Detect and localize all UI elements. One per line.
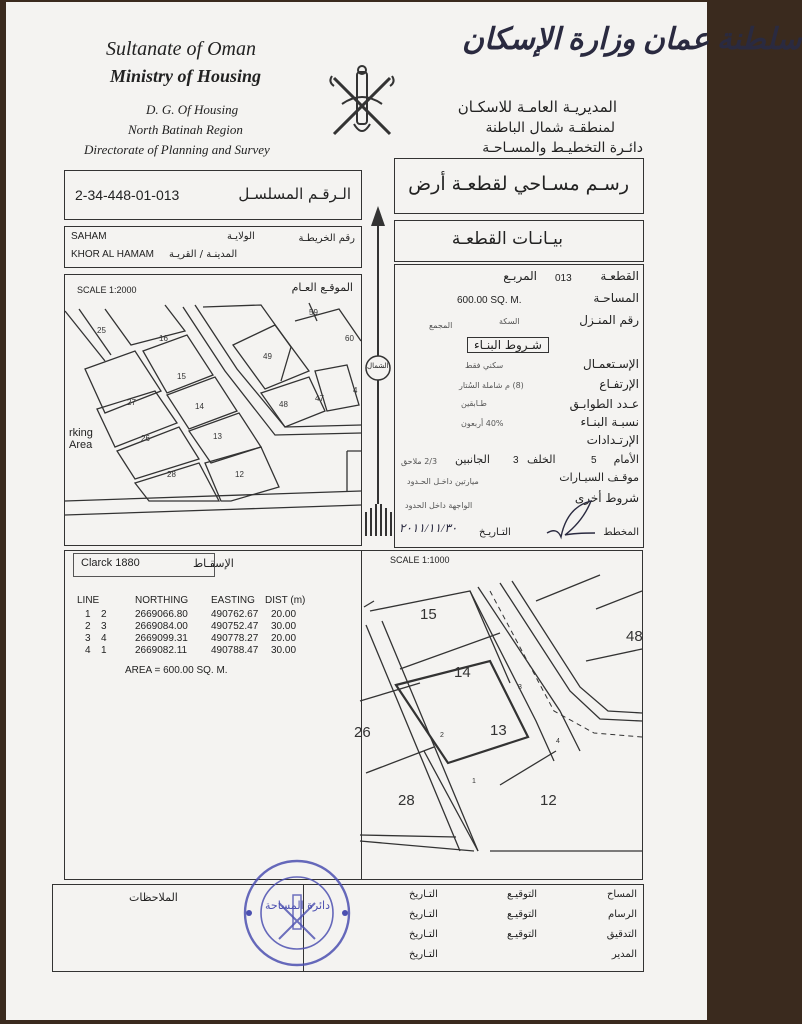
coord-from: 4	[85, 645, 91, 656]
approval-date-label: التـاريخ	[409, 909, 438, 920]
plot-plan-drawing	[354, 551, 643, 879]
doc-title-box	[394, 158, 644, 214]
plot-parcel-label: 26	[354, 724, 371, 741]
coord-dist: 30.00	[271, 621, 297, 632]
wilayat-label: الولايـة	[227, 231, 255, 242]
rear-label: الخلف	[527, 453, 556, 466]
survey-document	[6, 2, 802, 1020]
approval-signature-label: التوقيـع	[507, 909, 538, 920]
location-map	[64, 274, 362, 546]
sides-value: 2/3 ملاحق	[401, 457, 438, 466]
complex-label: المجمع	[429, 321, 453, 330]
vertex-label: 1	[472, 778, 476, 785]
coord-to: 1	[101, 645, 107, 656]
approval-signature-label: التوقيـع	[507, 889, 538, 900]
location-parcel-label: 12	[235, 470, 244, 479]
coord-easting: 490762.67	[211, 609, 259, 620]
approval-signature-label: التوقيـع	[507, 929, 538, 940]
approval-date-label: التـاريخ	[409, 949, 438, 960]
location-parcel-label: 26	[141, 434, 150, 443]
location-box	[64, 226, 362, 268]
house-no-label: رقم المنـزل	[579, 313, 639, 327]
coord-to: 3	[101, 621, 107, 632]
approval-role-label: المدير	[611, 949, 637, 960]
location-parcel-label: 28	[167, 470, 176, 479]
wilayat-value: SAHAM	[71, 231, 107, 242]
coord-to: 2	[101, 609, 107, 620]
coord-dist: 20.00	[271, 633, 297, 644]
ratio-value: 40% أربعون	[461, 419, 504, 428]
coordinates-box	[64, 550, 362, 880]
serial-box	[64, 170, 362, 220]
datum-label: الإسقـاط	[193, 557, 234, 570]
setbacks-label: الإرتـدادات	[586, 433, 639, 447]
location-parcel-label: 49	[263, 352, 272, 361]
village-label: المدينـة / القريـة	[169, 249, 238, 260]
location-parcel-label: 27	[127, 398, 136, 407]
plot-no-label: القطعـة	[600, 269, 639, 283]
arabic-dg: المديريـة العامـة للاسكـان	[457, 98, 617, 116]
north-label: الشمال	[367, 362, 389, 370]
oman-emblem-icon	[324, 64, 400, 150]
coord-northing: 2669084.00	[135, 621, 188, 632]
plot-data-title-box	[394, 220, 644, 262]
sides-label: الجانبين	[455, 453, 490, 466]
area-label: المساحـة	[593, 291, 639, 305]
location-parcel-label: 59	[309, 308, 318, 317]
location-parcel-label: 60	[345, 334, 354, 343]
area-value: 600.00 SQ. M.	[457, 295, 522, 306]
block-label: المربـع	[503, 269, 537, 283]
planner-signature	[545, 497, 595, 541]
plot-plan-scale: SCALE 1:1000	[390, 555, 450, 565]
coords-area: AREA = 600.00 SQ. M.	[125, 665, 228, 676]
approval-role-label: التدقيق	[606, 929, 637, 940]
approval-date-label: التـاريخ	[409, 889, 438, 900]
parking-area-label: rking Area	[69, 427, 93, 451]
usage-label: الإسـتعمـال	[583, 357, 639, 371]
location-parcel-label: 13	[213, 432, 222, 441]
location-parcel-label: 14	[195, 402, 204, 411]
location-map-title: الموقـع العـام	[291, 281, 353, 294]
coords-header-line: LINE	[77, 595, 100, 606]
height-label: الإرتفـاع	[599, 377, 639, 391]
location-parcel-label: 4	[353, 386, 358, 395]
coord-to: 4	[101, 633, 107, 644]
datum-value: Clarck 1880	[81, 557, 140, 569]
plot-parcel-label: 12	[540, 792, 557, 809]
floors-value: طـابقين	[461, 399, 487, 408]
region-label: North Batinah Region	[128, 122, 243, 137]
footer-box	[52, 884, 644, 972]
plot-parcel-label: 14	[454, 664, 471, 681]
arabic-directorate: دائـرة التخطيـط والمسـاحـة	[482, 140, 643, 156]
serial-label: الـرقـم المسلسـل	[238, 185, 351, 203]
coords-header-dist: DIST (m)	[265, 595, 306, 606]
official-stamp-icon	[239, 855, 355, 971]
datum-frame	[73, 553, 215, 577]
location-parcel-label: 48	[279, 400, 288, 409]
front-value: 5	[591, 455, 597, 466]
sultanate-title: Sultanate of Oman	[106, 38, 256, 60]
coord-easting: 490752.47	[211, 621, 259, 632]
coords-header-northing: NORTHING	[135, 595, 189, 606]
plot-parcel-label: 13	[490, 722, 507, 739]
coord-dist: 30.00	[271, 645, 297, 656]
stamp-text: دائرة المساحة	[265, 899, 330, 912]
arabic-region: لمنطقـة شمال الباطنة	[485, 120, 615, 136]
approval-role-label: المساح	[606, 889, 637, 900]
doc-title: رسـم مسـاحي لقطعـة أرض	[408, 173, 629, 195]
front-label: الأمام	[613, 453, 639, 466]
location-parcel-label: 25	[97, 326, 106, 335]
ratio-label: نسبـة البنـاء	[580, 415, 639, 429]
vertex-label: 4	[556, 738, 560, 745]
usage-value: سكني فقط	[465, 361, 504, 370]
floors-label: عـدد الطوابـق	[569, 397, 639, 411]
location-map-scale: SCALE 1:2000	[77, 285, 137, 295]
ministry-title: Ministry of Housing	[110, 66, 262, 86]
serial-number: 2-34-448-01-013	[75, 187, 180, 203]
remarks-label: الملاحظات	[129, 891, 178, 904]
north-arrow-icon	[358, 202, 398, 548]
coord-from: 2	[85, 621, 91, 632]
ministry-calligraphy: سلطنة عمان وزارة الإسكان	[462, 23, 802, 56]
other-label: شروط أخرى	[574, 491, 639, 505]
vertex-label: 3	[518, 684, 522, 691]
coord-easting: 490788.47	[211, 645, 259, 656]
plot-details-box	[394, 264, 644, 548]
planner-label: المخطط	[603, 527, 639, 538]
location-parcel-label: 47	[315, 394, 324, 403]
map-number-label: رقم الخريطـة	[298, 233, 355, 244]
building-conditions-label: شـروط البنـاء	[467, 337, 549, 353]
street-label: السكة	[499, 317, 520, 326]
directorate-label: Directorate of Planning and Survey	[84, 142, 270, 157]
location-map-drawing	[65, 301, 361, 545]
coord-northing: 2669099.31	[135, 633, 188, 644]
coord-from: 3	[85, 633, 91, 644]
approval-role-label: الرسام	[608, 909, 637, 920]
coord-from: 1	[85, 609, 91, 620]
other-value: الواجهة داخل الحدود	[405, 501, 473, 510]
plot-parcel-label: 15	[420, 606, 437, 623]
coord-northing: 2669066.80	[135, 609, 188, 620]
plot-plan-box	[354, 550, 643, 880]
village-value: KHOR AL HAMAM	[71, 249, 154, 260]
coord-northing: 2669082.11	[135, 645, 188, 656]
parking-label: موقـف السيـارات	[559, 471, 639, 484]
coord-easting: 490778.27	[211, 633, 259, 644]
location-parcel-label: 15	[177, 372, 186, 381]
plot-no-value: 013	[555, 273, 572, 284]
plot-parcel-label: 48	[626, 628, 643, 645]
parking-value: ميارتين داخـل الحـدود	[407, 477, 479, 486]
rear-value: 3	[513, 455, 519, 466]
dg-housing: D. G. Of Housing	[146, 102, 239, 117]
plot-data-title: بيـانـات القطعـة	[451, 229, 563, 249]
location-parcel-label: 16	[159, 334, 168, 343]
date-value: ٢٠١١/١١/٣٠	[399, 521, 458, 535]
coords-header-easting: EASTING	[211, 595, 255, 606]
plot-parcel-label: 28	[398, 792, 415, 809]
height-value: (8) م شاملة السُتار	[459, 381, 524, 390]
date-label: التـاريـخ	[479, 527, 511, 538]
approval-date-label: التـاريخ	[409, 929, 438, 940]
vertex-label: 2	[440, 732, 444, 739]
coord-dist: 20.00	[271, 609, 297, 620]
